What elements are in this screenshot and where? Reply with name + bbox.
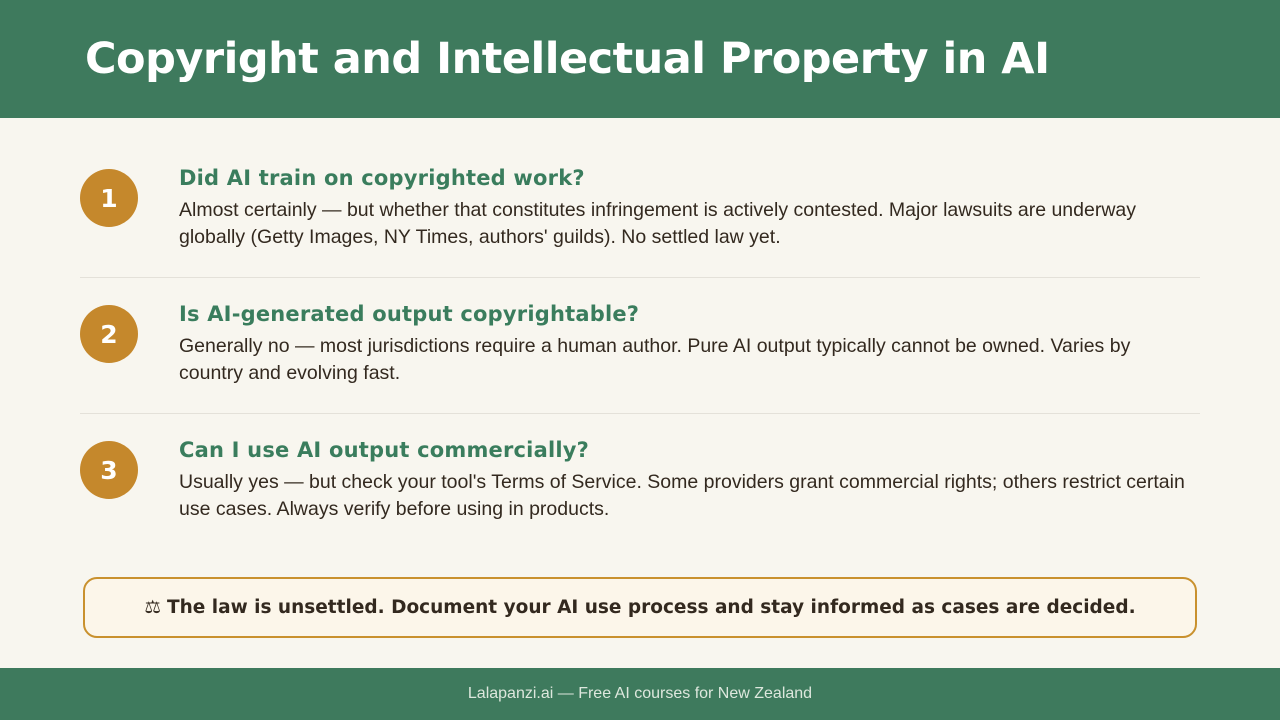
item-heading-1: Did AI train on copyrighted work? <box>179 166 585 190</box>
list-item-1 <box>80 166 1200 277</box>
content-area <box>0 118 1280 638</box>
footer-text: Lalapanzi.ai — Free AI courses for New Zealand <box>467 685 813 702</box>
item-body-3: Usually yes — but check your tool's Terms of Service. Some providers grant commercial rights; others restrict certain use cases. Always verify before using in products. <box>179 471 1185 520</box>
footer-bar <box>0 668 1280 720</box>
callout-box <box>83 577 1197 638</box>
list-item-2 <box>80 278 1200 413</box>
item-body-1: Almost certainly — but whether that constitutes infringement is actively contested. Major lawsuits are underway globally (Getty Images, NY Times, authors' guilds). No settled law yet. <box>179 199 1137 248</box>
number-badge-2: 2 <box>80 305 138 363</box>
callout-text: The law is unsettled. Document your AI use process and stay informed as cases are decided. <box>166 597 1136 618</box>
item-body-2: Generally no — most jurisdictions require a human author. Pure AI output typically cannot be owned. Varies by country and evolving fast. <box>179 335 1131 384</box>
number-badge-3: 3 <box>80 441 138 499</box>
item-text-3 <box>179 438 1185 523</box>
item-text-1 <box>179 166 1185 251</box>
page-title: Copyright and Intellectual Property in AI <box>85 34 1050 84</box>
header-bar <box>0 0 1280 118</box>
scales-icon: ⚖ <box>144 597 161 618</box>
list-item-3 <box>80 414 1200 549</box>
item-heading-2: Is AI-generated output copyrightable? <box>179 302 640 326</box>
item-heading-3: Can I use AI output commercially? <box>179 438 590 462</box>
item-text-2 <box>179 302 1185 387</box>
number-badge-1: 1 <box>80 169 138 227</box>
